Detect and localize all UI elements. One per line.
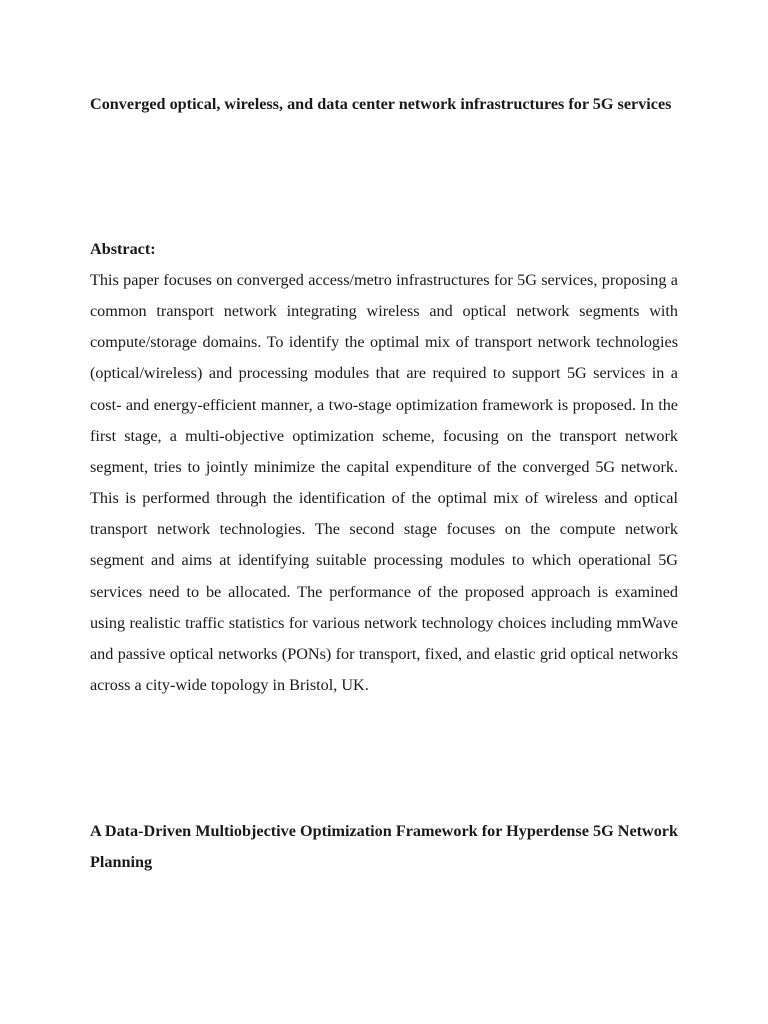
abstract-text: This paper focuses on converged access/metro infrastructures for 5G services, proposing a common transport network integrating wireless and optical network segments with compute/storage domains. To identify the optimal mix of transport network technologies (optical/wireless) and processing modules that are required to support 5G services in a cost- and energy-efficient manner, a two-stage optimization framework is proposed. In the first stage, a multi-objective optimization scheme, focusing on the transport network segment, tries to jointly minimize the capital expenditure of the converged 5G network. This is performed through the identification of the optimal mix of wireless and optical transport network technologies. The second stage focuses on the compute network segment and aims at identifying suitable processing modules to which operational 5G services need to be allocated. The performance of the proposed approach is examined using realistic traffic statistics for various network technology choices including mmWave and passive optical networks (PONs) for transport, fixed, and elastic grid optical networks across a city-wide topology in Bristol, UK.: [90, 271, 678, 695]
abstract-heading: Abstract:: [90, 240, 156, 258]
paper-title: Converged optical, wireless, and data center network infrastructures for 5G services: [90, 95, 672, 113]
second-paper-title: A Data-Driven Multiobjective Optimization Framework for Hyperdense 5G Network Planning: [90, 822, 678, 871]
